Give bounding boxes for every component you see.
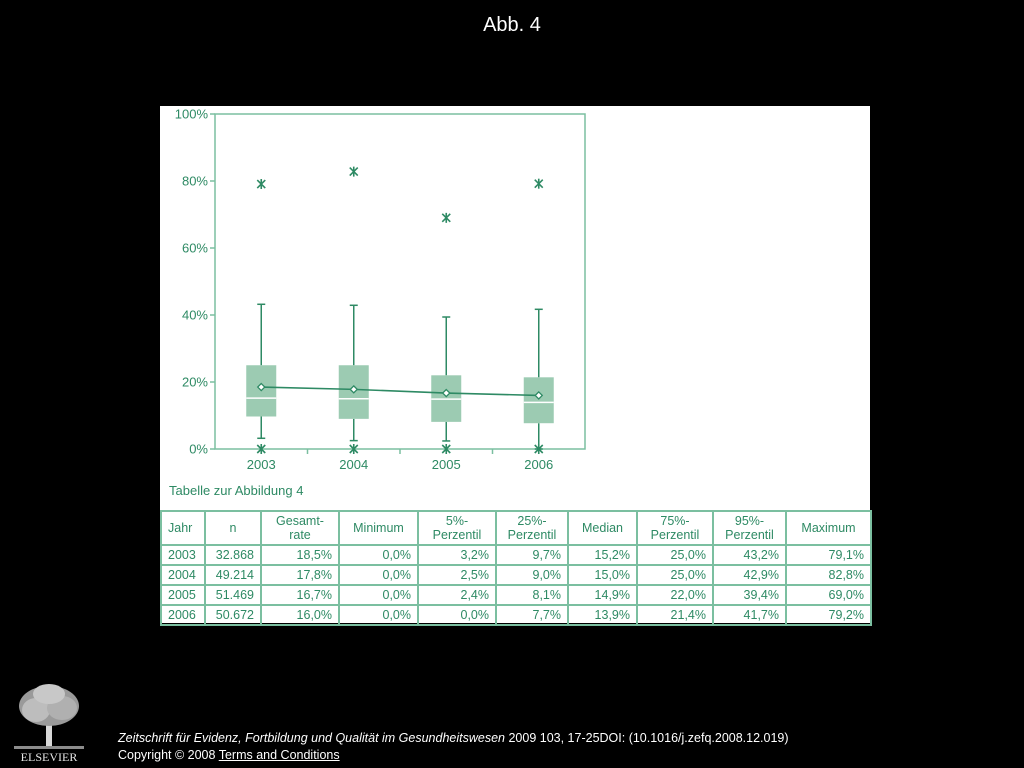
table-cell: 2,4% — [418, 585, 496, 605]
table-header-cell — [786, 511, 871, 545]
box-iqr — [524, 377, 554, 423]
table-caption: Tabelle zur Abbildung 4 — [169, 483, 304, 498]
header-line: 95%- — [734, 514, 765, 528]
table-cell: 79,1% — [786, 545, 871, 565]
table-cell: 14,9% — [568, 585, 637, 605]
x-tick-label: 2006 — [524, 457, 554, 472]
table-header-cell — [418, 511, 496, 545]
y-tick-label: 20% — [181, 374, 208, 390]
table-cell: 22,0% — [637, 585, 713, 605]
y-tick-label: 100% — [174, 106, 208, 122]
table-cell: 2,5% — [418, 565, 496, 585]
table-cell: 7,7% — [496, 605, 568, 625]
header-line: Gesamt- — [276, 514, 324, 528]
citation-details: 2009 103, 17-25DOI: (10.1016/j.zefq.2008.12.019) — [505, 731, 789, 745]
table-cell: 13,9% — [568, 605, 637, 625]
y-tick-label: 60% — [181, 240, 208, 256]
table-cell: 21,4% — [637, 605, 713, 625]
header-line: 75%- — [660, 514, 690, 528]
table-header-cell — [205, 511, 261, 545]
table-header-cell — [568, 511, 637, 545]
table-header-cell — [339, 511, 418, 545]
table-cell: 0,0% — [339, 565, 418, 585]
table-header-row — [161, 511, 871, 545]
header-line: Jahr — [168, 521, 193, 535]
outlier-max-marker — [442, 213, 450, 223]
table-cell: 8,1% — [496, 585, 568, 605]
table-cell: 2004 — [161, 565, 205, 585]
table-cell: 0,0% — [339, 585, 418, 605]
table-cell: 0,0% — [339, 545, 418, 565]
table-cell: 9,0% — [496, 565, 568, 585]
outlier-max-marker — [535, 179, 543, 189]
table-cell: 15,0% — [568, 565, 637, 585]
y-tick-label: 80% — [181, 173, 208, 189]
y-tick-label: 0% — [189, 441, 208, 457]
header-line: n — [229, 521, 237, 535]
table-cell: 15,2% — [568, 545, 637, 565]
header-line: Perzentil — [725, 528, 774, 542]
copyright-line — [118, 748, 340, 762]
data-table — [160, 510, 872, 626]
x-tick-label: 2003 — [246, 457, 276, 472]
elsevier-logo — [10, 680, 88, 764]
table-row — [161, 605, 871, 625]
table-row — [161, 585, 871, 605]
table-cell: 2005 — [161, 585, 205, 605]
table-cell: 69,0% — [786, 585, 871, 605]
table-cell: 2006 — [161, 605, 205, 625]
y-tick-label: 40% — [181, 307, 208, 323]
outlier-max-marker — [257, 179, 265, 189]
table-cell: 41,7% — [713, 605, 786, 625]
table-header-cell — [161, 511, 205, 545]
series-line-gesamtrate — [261, 387, 539, 395]
table-cell: 2003 — [161, 545, 205, 565]
header-line: Median — [582, 521, 623, 535]
table-cell: 17,8% — [261, 565, 339, 585]
table-cell: 82,8% — [786, 565, 871, 585]
table-header-cell — [261, 511, 339, 545]
boxplot-chart — [160, 106, 870, 478]
table-cell: 32.868 — [205, 545, 261, 565]
copyright-text: Copyright © 2008 — [118, 748, 219, 762]
table-header-cell — [713, 511, 786, 545]
header-line: Perzentil — [650, 528, 700, 542]
table-cell: 18,5% — [261, 545, 339, 565]
table-cell: 49.214 — [205, 565, 261, 585]
table-cell: 50.672 — [205, 605, 261, 625]
box-layer — [246, 167, 554, 454]
terms-link[interactable]: Terms and Conditions — [218, 748, 340, 762]
table-cell: 25,0% — [637, 565, 713, 585]
svg-text:ELSEVIER: ELSEVIER — [20, 750, 78, 764]
y-axis-tick-labels — [175, 107, 209, 457]
table-row — [161, 565, 871, 585]
table-cell: 0,0% — [418, 605, 496, 625]
table-header-cell — [637, 511, 713, 545]
table-cell: 16,7% — [261, 585, 339, 605]
table-cell: 51.469 — [205, 585, 261, 605]
table-cell: 42,9% — [713, 565, 786, 585]
table-header-cell — [496, 511, 568, 545]
table-cell: 16,0% — [261, 605, 339, 625]
slide-title: Abb. 4 — [483, 14, 541, 36]
figure-panel — [160, 106, 870, 623]
x-axis-tick-labels — [247, 457, 553, 472]
table-row — [161, 545, 871, 565]
header-line: 5%- — [445, 514, 469, 528]
x-tick-label: 2004 — [339, 457, 369, 472]
x-tick-label: 2005 — [431, 457, 461, 472]
header-line: rate — [289, 528, 311, 542]
header-line: Minimum — [353, 521, 404, 535]
table-cell: 3,2% — [418, 545, 496, 565]
table-cell: 9,7% — [496, 545, 568, 565]
header-line: Perzentil — [432, 528, 482, 542]
header-line: Maximum — [801, 521, 856, 535]
table-cell: 43,2% — [713, 545, 786, 565]
line-layer — [258, 384, 543, 399]
table-cell: 0,0% — [339, 605, 418, 625]
header-line: 25%- — [517, 514, 547, 528]
table-cell: 25,0% — [637, 545, 713, 565]
table-cell: 39,4% — [713, 585, 786, 605]
outlier-max-marker — [350, 167, 358, 177]
journal-name: Zeitschrift für Evidenz, Fortbildung und Qualität im Gesundheitswesen — [118, 731, 505, 745]
header-line: Perzentil — [507, 528, 557, 542]
citation-line — [118, 731, 789, 745]
table-cell: 79,2% — [786, 605, 871, 625]
